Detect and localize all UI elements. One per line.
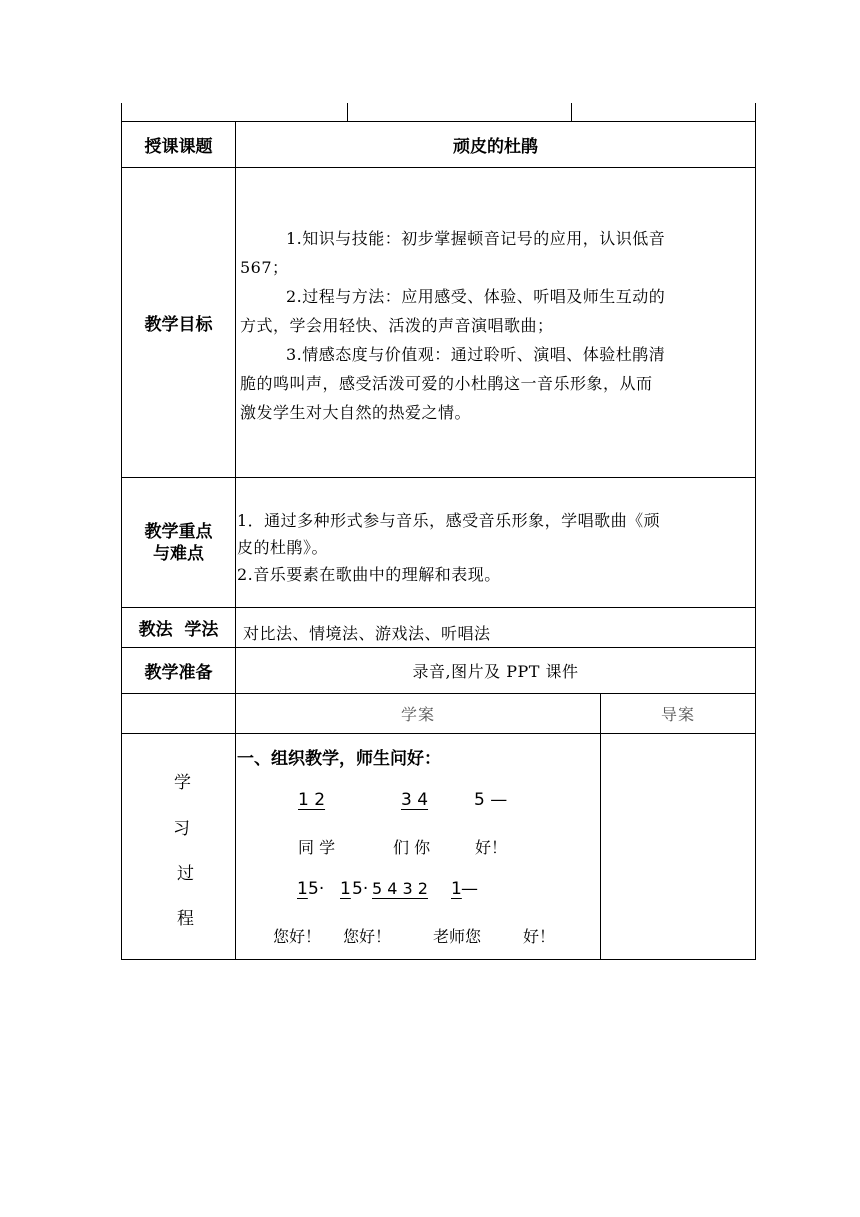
objectives-content bbox=[240, 224, 752, 427]
preparation-value: 录音,图片及 PPT 课件 bbox=[412, 662, 579, 681]
divider-top-1 bbox=[347, 103, 348, 121]
objective-line: 3.情感态度与价值观：通过聆听、演唱、体验杜鹃清 bbox=[286, 345, 666, 364]
objectives-label: 教学目标 bbox=[144, 315, 213, 335]
notation-group: 1 2 bbox=[298, 790, 326, 810]
section-title: 一、组织教学，师生问好： bbox=[237, 749, 441, 769]
process-label-char: 过 bbox=[177, 864, 194, 884]
notation-note: 5· bbox=[352, 879, 369, 899]
key-point-line: 1．通过多种形式参与音乐，感受音乐形象，学唱歌曲《顽 bbox=[237, 511, 661, 530]
notation-group: 5 — bbox=[474, 790, 508, 810]
lyric-text: 同 学 bbox=[298, 838, 336, 857]
notation-note: 5 4 3 2 bbox=[372, 879, 428, 898]
process-label-char: 习 bbox=[173, 819, 190, 839]
key-points-label-line2: 与难点 bbox=[153, 543, 204, 564]
lyric-text: 您好！ bbox=[343, 927, 392, 946]
notation-note: 5· bbox=[308, 879, 325, 899]
objective-line: 方式，学会用轻快、活泼的声音演唱歌曲； bbox=[240, 316, 554, 335]
lyric-text: 您好！ bbox=[273, 927, 322, 946]
objective-line: 567； bbox=[240, 258, 289, 277]
key-points-label-line1: 教学重点 bbox=[144, 521, 213, 542]
lyric-text: 好！ bbox=[523, 927, 556, 946]
lyric-text: 好！ bbox=[475, 838, 508, 857]
objective-line: 激发学生对大自然的热爱之情。 bbox=[240, 403, 472, 422]
objective-line: 2.过程与方法：应用感受、体验、听唱及师生互动的 bbox=[286, 287, 666, 306]
methods-label: 教法 学法 bbox=[138, 620, 219, 640]
notation-note: 1 bbox=[340, 879, 351, 899]
study-plan-header: 学案 bbox=[400, 705, 435, 724]
guide-plan-header: 导案 bbox=[660, 705, 695, 724]
objective-line: 1.知识与技能：初步掌握顿音记号的应用，认识低音 bbox=[286, 229, 666, 248]
key-points-label bbox=[122, 478, 235, 607]
notation-note: 1 bbox=[451, 879, 462, 899]
process-label-char: 学 bbox=[174, 773, 191, 793]
objective-line: 脆的鸣叫声，感受活泼可爱的小杜鹃这一音乐形象，从而 bbox=[240, 374, 653, 393]
process-content bbox=[236, 734, 600, 959]
key-point-line: 2.音乐要素在歌曲中的理解和表现。 bbox=[237, 565, 501, 584]
divider-top-2 bbox=[571, 103, 572, 121]
methods-value: 对比法、情境法、游戏法、听唱法 bbox=[243, 624, 491, 643]
border-right bbox=[755, 103, 756, 960]
topic-label: 授课课题 bbox=[144, 137, 213, 157]
notation-group: 3 4 bbox=[401, 790, 429, 810]
key-points-content bbox=[237, 507, 755, 588]
preparation-label: 教学准备 bbox=[144, 663, 213, 683]
lyric-text: 老师您 bbox=[433, 927, 482, 946]
guide-plan-cell bbox=[601, 734, 755, 959]
hline-8 bbox=[121, 959, 756, 960]
topic-value: 顽皮的杜鹃 bbox=[453, 137, 538, 157]
lyric-text: 们 你 bbox=[393, 838, 431, 857]
notation-note: 1 bbox=[297, 879, 308, 899]
notation-note: — bbox=[461, 879, 478, 899]
key-point-line: 皮的杜鹃》。 bbox=[237, 538, 329, 557]
process-label-char: 程 bbox=[177, 909, 194, 929]
process-label bbox=[122, 734, 235, 959]
